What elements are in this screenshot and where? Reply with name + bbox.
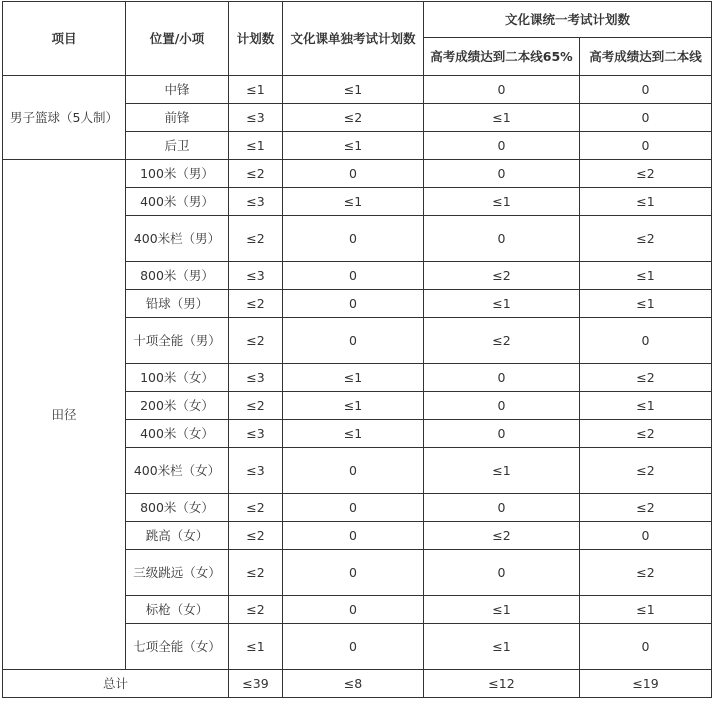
position-cell: 100米（女） <box>126 364 229 392</box>
table-body <box>3 76 712 698</box>
unified-full-cell: 0 <box>580 624 712 670</box>
position-cell: 铅球（男） <box>126 290 229 318</box>
plan-cell: ≤2 <box>229 494 283 522</box>
unified-65-cell: 0 <box>424 392 580 420</box>
solo-exam-cell: 0 <box>283 522 424 550</box>
unified-full-cell: ≤1 <box>580 290 712 318</box>
position-cell: 七项全能（女） <box>126 624 229 670</box>
unified-full-cell: 0 <box>580 104 712 132</box>
unified-full-cell: ≤2 <box>580 420 712 448</box>
plan-cell: ≤2 <box>229 522 283 550</box>
unified-full-cell: 0 <box>580 76 712 104</box>
plan-cell: ≤2 <box>229 290 283 318</box>
plan-cell: ≤3 <box>229 262 283 290</box>
unified-65-cell: 0 <box>424 132 580 160</box>
position-cell: 前锋 <box>126 104 229 132</box>
solo-exam-cell: 0 <box>283 216 424 262</box>
solo-exam-cell: ≤2 <box>283 104 424 132</box>
unified-full-cell: ≤2 <box>580 494 712 522</box>
position-cell: 800米（男） <box>126 262 229 290</box>
solo-exam-cell: ≤1 <box>283 188 424 216</box>
unified-full-cell: ≤1 <box>580 392 712 420</box>
plan-cell: ≤3 <box>229 420 283 448</box>
solo-exam-cell: ≤1 <box>283 420 424 448</box>
total-row <box>3 670 712 698</box>
solo-exam-cell: 0 <box>283 262 424 290</box>
unified-65-cell: ≤1 <box>424 188 580 216</box>
unified-65-cell: ≤1 <box>424 448 580 494</box>
table-row <box>3 160 712 188</box>
unified-full-cell: 0 <box>580 132 712 160</box>
unified-65-cell: ≤1 <box>424 290 580 318</box>
plan-cell: ≤2 <box>229 596 283 624</box>
position-cell: 标枪（女） <box>126 596 229 624</box>
solo-exam-cell: 0 <box>283 448 424 494</box>
position-cell: 400米（女） <box>126 420 229 448</box>
position-cell: 400米（男） <box>126 188 229 216</box>
plan-cell: ≤1 <box>229 76 283 104</box>
plan-cell: ≤3 <box>229 104 283 132</box>
unified-full-cell: ≤2 <box>580 364 712 392</box>
solo-exam-cell: 0 <box>283 550 424 596</box>
header-solo-exam: 文化课单独考试计划数 <box>283 2 424 76</box>
header-unified-exam: 文化课统一考试计划数 <box>424 2 712 38</box>
unified-65-cell: 0 <box>424 160 580 188</box>
header-sub-full: 高考成绩达到二本线 <box>580 38 712 76</box>
position-cell: 后卫 <box>126 132 229 160</box>
unified-65-cell: 0 <box>424 494 580 522</box>
solo-exam-cell: ≤1 <box>283 132 424 160</box>
unified-65-cell: ≤1 <box>424 624 580 670</box>
plan-cell: ≤3 <box>229 364 283 392</box>
total-unified-full: ≤19 <box>580 670 712 698</box>
solo-exam-cell: ≤1 <box>283 364 424 392</box>
project-cell: 田径 <box>3 160 126 670</box>
total-solo-exam: ≤8 <box>283 670 424 698</box>
solo-exam-cell: ≤1 <box>283 392 424 420</box>
position-cell: 200米（女） <box>126 392 229 420</box>
plan-cell: ≤3 <box>229 448 283 494</box>
plan-cell: ≤1 <box>229 624 283 670</box>
plan-cell: ≤2 <box>229 160 283 188</box>
position-cell: 三级跳远（女） <box>126 550 229 596</box>
solo-exam-cell: 0 <box>283 318 424 364</box>
position-cell: 十项全能（男） <box>126 318 229 364</box>
position-cell: 400米栏（男） <box>126 216 229 262</box>
plan-cell: ≤2 <box>229 216 283 262</box>
plan-cell: ≤2 <box>229 392 283 420</box>
unified-full-cell: ≤2 <box>580 160 712 188</box>
total-plan: ≤39 <box>229 670 283 698</box>
plan-cell: ≤2 <box>229 550 283 596</box>
solo-exam-cell: 0 <box>283 290 424 318</box>
project-cell: 男子篮球（5人制） <box>3 76 126 160</box>
unified-full-cell: ≤2 <box>580 216 712 262</box>
plan-cell: ≤1 <box>229 132 283 160</box>
unified-65-cell: ≤2 <box>424 522 580 550</box>
unified-65-cell: 0 <box>424 420 580 448</box>
total-unified-65: ≤12 <box>424 670 580 698</box>
header-project: 项目 <box>3 2 126 76</box>
header-plan: 计划数 <box>229 2 283 76</box>
unified-65-cell: ≤1 <box>424 104 580 132</box>
solo-exam-cell: 0 <box>283 624 424 670</box>
position-cell: 中锋 <box>126 76 229 104</box>
position-cell: 跳高（女） <box>126 522 229 550</box>
unified-full-cell: ≤1 <box>580 262 712 290</box>
position-cell: 400米栏（女） <box>126 448 229 494</box>
total-label: 总计 <box>3 670 229 698</box>
unified-65-cell: 0 <box>424 216 580 262</box>
header-sub-65: 高考成绩达到二本线65% <box>424 38 580 76</box>
table-row <box>3 76 712 104</box>
unified-full-cell: ≤2 <box>580 550 712 596</box>
plan-cell: ≤3 <box>229 188 283 216</box>
unified-65-cell: ≤2 <box>424 318 580 364</box>
quota-table <box>2 1 712 698</box>
position-cell: 800米（女） <box>126 494 229 522</box>
solo-exam-cell: ≤1 <box>283 76 424 104</box>
unified-full-cell: ≤2 <box>580 448 712 494</box>
unified-65-cell: 0 <box>424 364 580 392</box>
position-cell: 100米（男） <box>126 160 229 188</box>
solo-exam-cell: 0 <box>283 160 424 188</box>
unified-65-cell: ≤2 <box>424 262 580 290</box>
unified-65-cell: 0 <box>424 550 580 596</box>
unified-full-cell: 0 <box>580 522 712 550</box>
unified-65-cell: 0 <box>424 76 580 104</box>
solo-exam-cell: 0 <box>283 596 424 624</box>
unified-full-cell: 0 <box>580 318 712 364</box>
unified-full-cell: ≤1 <box>580 188 712 216</box>
unified-65-cell: ≤1 <box>424 596 580 624</box>
plan-cell: ≤2 <box>229 318 283 364</box>
header-position: 位置/小项 <box>126 2 229 76</box>
unified-full-cell: ≤1 <box>580 596 712 624</box>
solo-exam-cell: 0 <box>283 494 424 522</box>
